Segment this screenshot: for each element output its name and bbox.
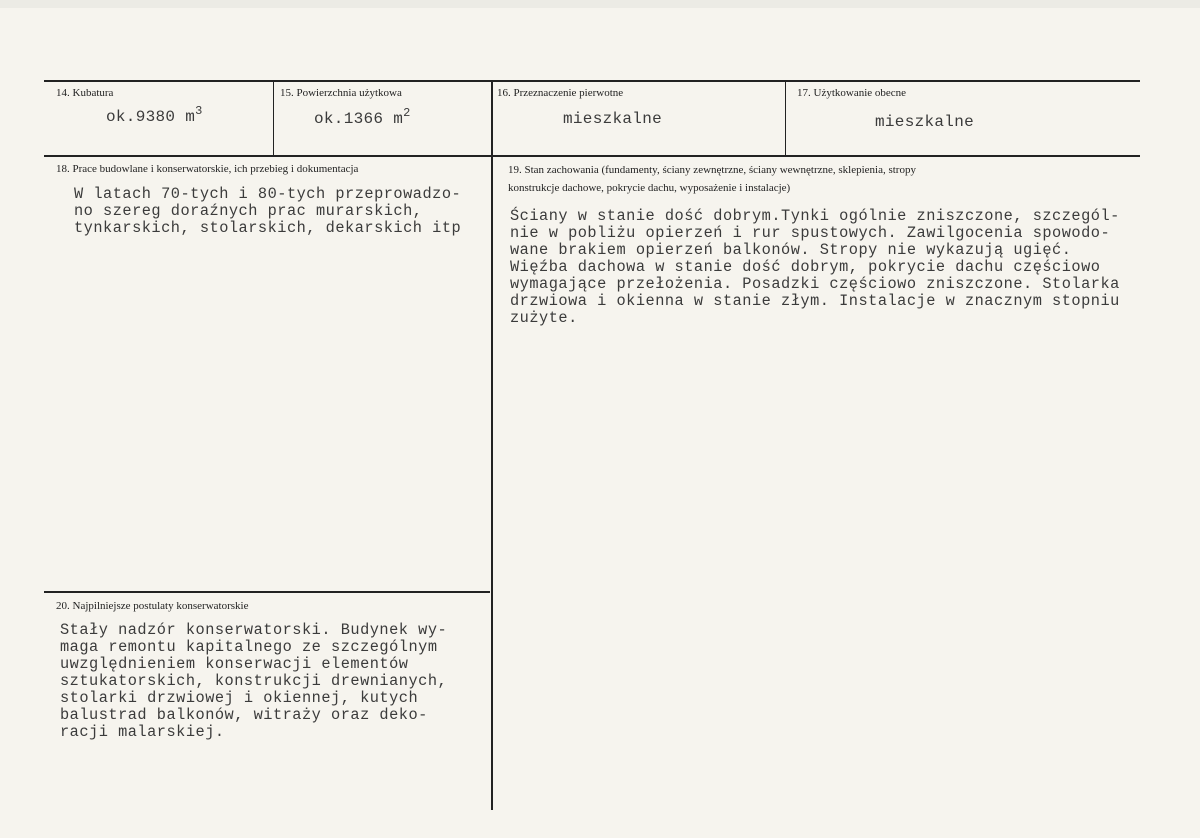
field-18-text — [74, 186, 461, 237]
rule-v-2 — [491, 80, 493, 810]
field-19-line: drzwiowa i okienna w stanie złym. Instalacje w znacznym stopniu — [510, 292, 1120, 310]
field-19-label-line-2: konstrukcje dachowe, pokrycie dachu, wyposażenie i instalacje) — [508, 182, 791, 194]
field-15-exponent: 2 — [403, 106, 411, 120]
field-14-value-text: ok.9380 m — [106, 108, 196, 126]
field-19-line: wane brakiem opierzeń balkonów. Stropy nie wykazują ugięć. — [510, 241, 1072, 259]
field-20-text — [60, 622, 447, 741]
field-15-value-text: ok.1366 m — [314, 110, 404, 128]
field-19-line: nie w pobliżu opierzeń i rur spustowych. Zawilgocenia spowodo- — [510, 224, 1111, 242]
rule-v-3 — [785, 80, 786, 155]
field-14-exponent: 3 — [195, 104, 203, 118]
field-20-line: Stały nadzór konserwatorski. Budynek wy- — [60, 621, 448, 639]
field-19-text — [510, 208, 1120, 327]
field-19-line: Więźba dachowa w stanie dość dobrym, pokrycie dachu częściowo — [510, 258, 1101, 276]
field-16-label: 16. Przeznaczenie pierwotne — [497, 87, 624, 99]
field-19-line: wymagające przełożenia. Posadzki częściowo zniszczone. Stolarka — [510, 275, 1120, 293]
rule-v-1 — [273, 80, 274, 155]
field-18-line: tynkarskich, stolarskich, dekarskich itp — [74, 219, 462, 237]
field-14-label: 14. Kubatura — [56, 87, 114, 99]
rule-top — [44, 80, 1140, 82]
field-17-value: mieszkalne — [875, 113, 975, 131]
field-16-value: mieszkalne — [563, 110, 663, 128]
field-20-label: 20. Najpilniejsze postulaty konserwatorskie — [56, 600, 249, 612]
field-19-line: Ściany w stanie dość dobrym.Tynki ogólnie zniszczone, szczegól- — [510, 207, 1120, 225]
rule-header-bottom — [44, 155, 1140, 157]
field-15-label: 15. Powierzchnia użytkowa — [280, 87, 402, 99]
card-top-edge — [0, 0, 1200, 8]
field-19-label-line-1: 19. Stan zachowania (fundamenty, ściany zewnętrzne, ściany wewnętrzne, sklepienia, stropy — [508, 164, 916, 176]
field-14-value — [106, 104, 203, 126]
field-20-line: balustrad balkonów, witraży oraz deko- — [60, 706, 428, 724]
field-19-line: zużyte. — [510, 309, 578, 327]
field-20-line: uwzględnieniem konserwacji elementów — [60, 655, 409, 673]
rule-field-20-top — [44, 591, 490, 593]
field-20-line: stolarki drzwiowej i okiennej, kutych — [60, 689, 419, 707]
field-20-line: sztukatorskich, konstrukcji drewnianych, — [60, 672, 448, 690]
field-17-label: 17. Użytkowanie obecne — [797, 87, 907, 99]
field-20-line: maga remontu kapitalnego ze szczególnym — [60, 638, 438, 656]
field-18-label: 18. Prace budowlane i konserwatorskie, ich przebieg i dokumentacja — [56, 163, 359, 175]
field-18-line: no szereg doraźnych prac murarskich, — [74, 202, 423, 220]
field-15-value — [314, 106, 411, 128]
field-18-line: W latach 70-tych i 80-tych przeprowadzo- — [74, 185, 462, 203]
field-20-line: racji malarskiej. — [60, 723, 225, 741]
